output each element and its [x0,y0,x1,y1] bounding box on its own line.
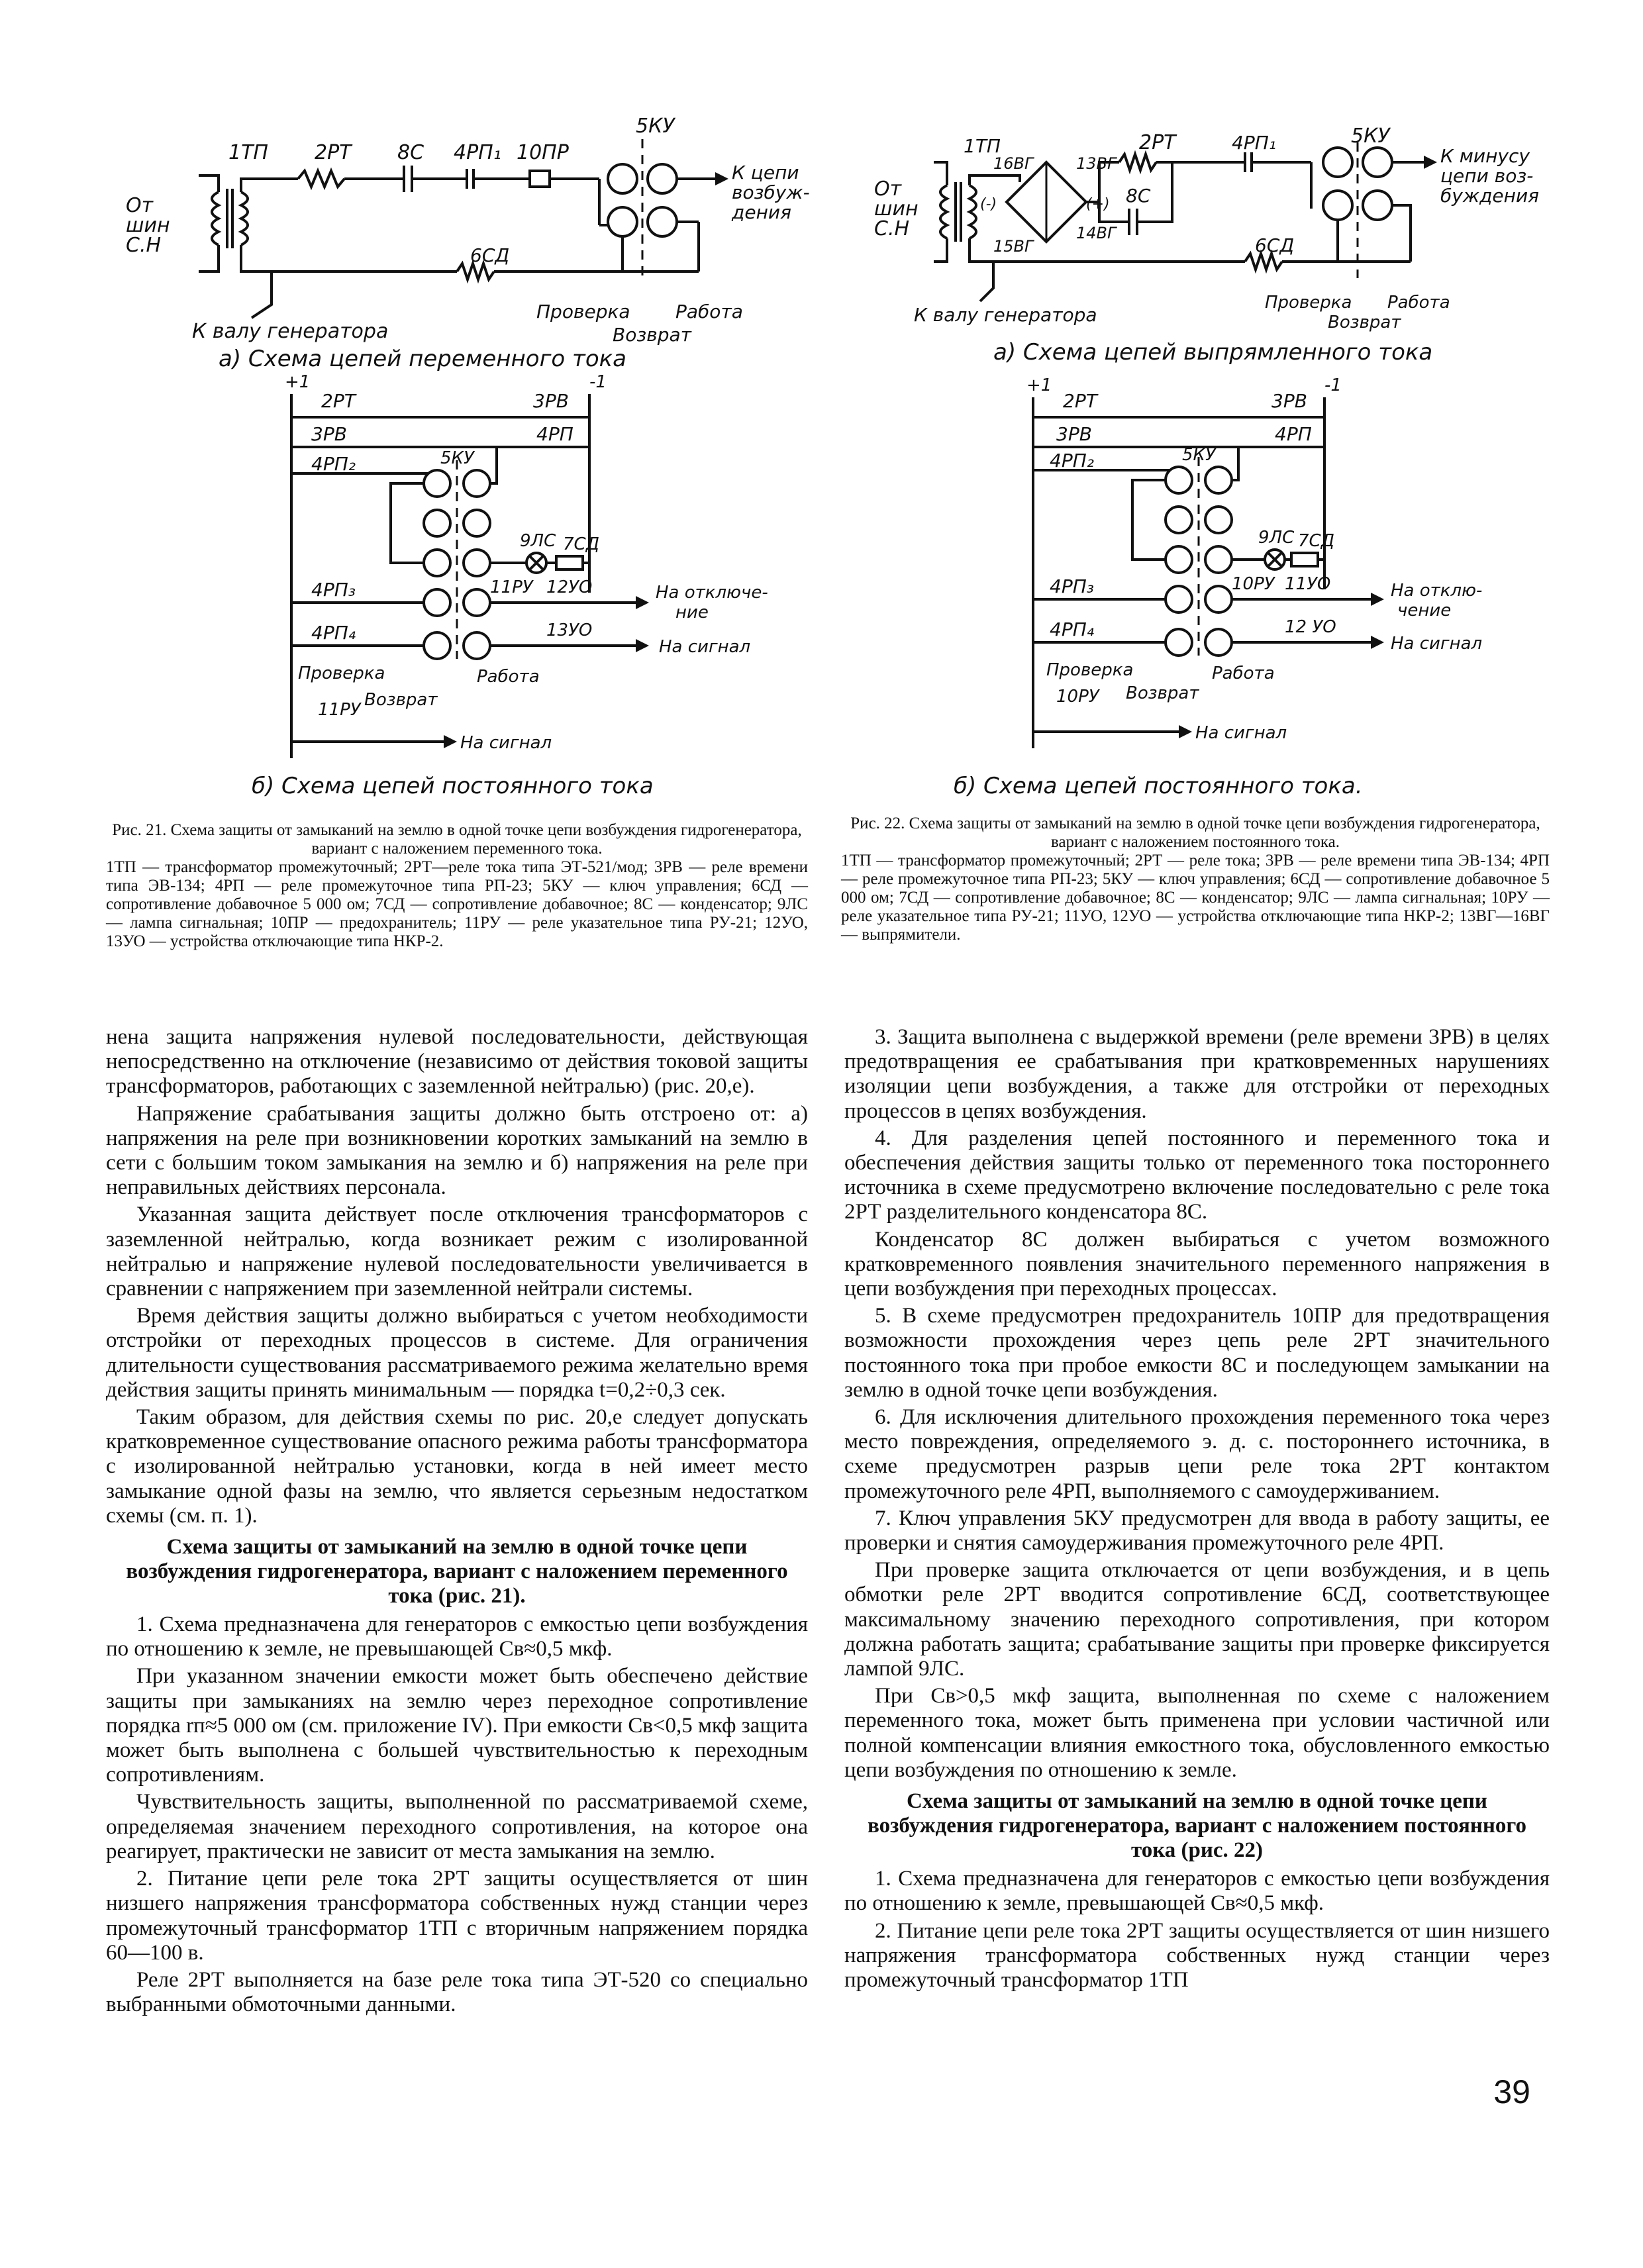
label-10pr: 10ПР [517,141,569,164]
label-to: дения [732,201,791,223]
fig21-caption [106,821,808,951]
label-plus: +1 [285,372,311,392]
right-column [844,1025,1550,1995]
label-9ls: 9ЛС [520,531,556,551]
label-9ls: 9ЛС [1258,528,1295,548]
label-14vg: 14ВГ [1076,224,1117,242]
fig21-caption-title: Рис. 21. Схема защиты от замыканий на землю в одной точке цепи возбуждения гидрогенератора, вариант с наложением переменного тока. [112,821,802,858]
paragraph: 6. Для исключения длительного прохождения переменного тока через место повреждения, определяемого э. д. с. постороннего источника, в схеме предусмотрен разрыв цепи реле тока 2РТ контактом промежуточного реле 4РП, выполняемого с самоудерживанием. [844,1405,1550,1503]
label-signal: На сигнал [1391,634,1483,654]
label-from: С.Н [874,217,910,240]
label-5ku: 5КУ [440,448,474,468]
label-4rp2: 4РП₂ [311,453,356,475]
label-4rp3: 4РП₃ [311,579,356,601]
label-4rp1: 4РП₁ [1232,132,1276,154]
label-3rv: 3РВ [1271,390,1307,412]
label-trip: чение [1397,601,1452,620]
label-4rp1: 4РП₁ [454,141,501,164]
paragraph: Реле 2РТ выполняется на базе реле тока типа ЭТ-520 со специально выбранными обмоточными данными. [106,1967,808,2017]
label-13vg: 13ВГ [1076,154,1117,173]
label-return: Возврат [613,324,691,346]
label-return: Возврат [364,690,438,710]
label-12uo: 12УО [546,577,593,597]
paragraph: 2. Питание цепи реле тока 2РТ защиты осуществляется от шин низшего напряжения трансформатора собственных нужд станции через промежуточный трансформатор 1ТП с вторичным напряжением порядка 60—100 в. [106,1867,808,1965]
paragraph: Чувствительность защиты, выполненной по рассматриваемой схеме, определяемая значением переходного сопротивления, на которое она реагирует, практически не зависит от места замыкания на землю. [106,1790,808,1863]
label-7sd: 7СД [563,534,600,554]
label-trip: На отключе- [656,583,768,603]
label-check: Проверка [1046,660,1134,680]
section-heading: Схема защиты от замыканий на землю в одной точке цепи возбуждения гидрогенератора, вариант с наложением переменного тока (рис. 21). [126,1535,788,1608]
section-heading: Схема защиты от замыканий на землю в одной точке цепи возбуждения гидрогенератора, вариант с наложением постоянного тока (рис. 22) [867,1789,1527,1863]
paragraph: 3. Защита выполнена с выдержкой времени (реле времени 3РВ) в целях предотвращения ее срабатывания при кратковременных нарушениях изоляции цепи возбуждения, а также для отстройки от переходных процессов в цепях возбуждения. [844,1025,1550,1123]
label-5ku: 5КУ [1351,124,1390,148]
label-8c: 8С [1126,185,1151,207]
label-shaft: К валу генератора [192,320,389,343]
fig22-rect-title-text: а) Схема цепей выпрямленного тока [993,339,1433,366]
label-7sd: 7СД [1298,531,1335,551]
label-16vg: 16ВГ [993,154,1034,173]
paragraph: При Cв>0,5 мкф защита, выполненная по схеме с наложением переменного тока, может быть применена при условии частичной или полной компенсации влияния емкостного тока, обусловленного емкостью цепи возбуждения по отношению к земле. [844,1684,1550,1782]
label-2rt: 2РТ [1139,131,1176,154]
paragraph: 2. Питание цепи реле тока 2РТ защиты осуществляется от шин низшего напряжения трансформатора собственных нужд станции через промежуточный трансформатор 1ТП [844,1918,1550,1992]
fig22-caption-legend: 1ТП — трансформатор промежуточный; 2РТ — реле тока; 3РВ — реле времени типа ЭВ-134; 4РП — реле промежуточное типа РП-23; 5КУ — ключ управления; 6СД — сопротивление добавочное 5 000 ом; 7СД — сопротивление добавочное; 8С — конденсатор; 9ЛС — лампа сигнальная; 10РУ — реле указательное типа РУ-21; 11УО, 12УО — устройства отключающие типа НКР-2; 13ВГ—16ВГ — выпрямители. [841,852,1550,944]
label-2rt: 2РТ [321,390,356,412]
fig22-dc-title [954,768,1483,801]
fig22-dc-diagram [1020,371,1543,755]
label-check: Проверка [536,301,630,322]
label-shaft: К валу генератора [914,304,1097,326]
label-trip: ние [675,603,709,622]
label-13uo: 13УО [546,620,593,640]
label-from: шин [874,197,919,221]
label-6sd: 6СД [470,244,510,266]
label-work: Работа [1387,293,1450,313]
label-4rp2: 4РП₂ [1050,450,1094,471]
page-number: 39 [1493,2073,1530,2110]
paragraph: Указанная защита действует после отключения трансформаторов с заземленной нейтралью, когда возникает режим с изолированной нейтралью и напряжение нулевой последовательности увеличивается в сравнении с напряжением при заземленной нейтрали системы. [106,1203,808,1301]
label-to: К цепи [732,162,799,183]
paragraph: 4. Для разделения цепей постоянного и переменного тока и обеспечения действия защиты только от переменного тока постороннего источника в схеме предусмотрено включение последовательно с реле тока 2РТ разделительного конденсатора 8С. [844,1126,1550,1224]
label-6sd: 6СД [1255,234,1295,256]
fig22-caption [841,814,1550,944]
label-trip: На отклю- [1391,581,1483,601]
paragraph: Конденсатор 8С должен выбираться с учетом возможного кратковременного появления значительного переменного напряжения в цепи возбуждения при переходных процессах. [844,1227,1550,1301]
label-4rp3: 4РП₃ [1050,575,1094,597]
label-from: шин [126,214,170,237]
label-15vg: 15ВГ [993,237,1034,256]
label-return: Возврат [1328,313,1401,332]
label-work: Работа [477,667,540,687]
label-check: Проверка [1265,293,1352,313]
label-to: цепи воз- [1440,165,1534,187]
paragraph: Напряжение срабатывания защиты должно быть отстроено от: а) напряжения на реле при возникновении коротких замыканий на землю в сети с большим током замыкания на землю и б) напряжения на реле при неправильных действиях персонала. [106,1101,808,1200]
label-12uo: 12 УО [1285,617,1336,637]
label-10ru: 10РУ [1056,687,1099,707]
label-8c: 8С [397,141,424,164]
label-signal: На сигнал [659,637,751,657]
label-4rp: 4РП [1275,423,1312,445]
label-from: С.Н [126,234,162,257]
fig21-ac-title-text: а) Схема цепей переменного тока [219,346,627,372]
fig22-rect-diagram [848,123,1550,361]
label-minus: -1 [589,372,607,392]
label-10ru: 10РУ [1232,574,1275,594]
paragraph: нена защита напряжения нулевой последовательности, действующая непосредственно на отключение (независимо от действия токовой защиты трансформаторов, работающих с заземленной нейтралью) (рис. 20,е). [106,1025,808,1099]
fig22-rect-title [993,334,1523,368]
fig22-dc-title-text: б) Схема цепей постоянного тока. [954,773,1363,799]
label-1tp: 1ТП [964,135,1001,157]
label-4rp4: 4РП₄ [1050,618,1094,640]
fig21-dc-title-text: б) Схема цепей постоянного тока [252,773,654,799]
label-3rv: 3РВ [311,423,347,445]
paragraph: 1. Схема предназначена для генераторов с емкостью цепи возбуждения по отношению к земле, превышающей Cв≈0,5 мкф. [844,1867,1550,1916]
label-11uo: 11УО [1285,574,1331,594]
left-column [106,1025,808,2020]
label-work: Работа [675,301,743,322]
label-5ku: 5КУ [636,115,675,138]
label-plus: +1 [1026,375,1052,395]
label-signal: На сигнал [1195,723,1287,743]
label-2rt: 2РТ [1063,390,1097,412]
paragraph: Таким образом, для действия схемы по рис. 20,е следует допускать кратковременное существование опасного режима работы трансформатора с изолированной нейтралью установки, когда в ней имеет место замыкание одной фазы на землю, что является серьезным недостатком схемы (см. п. 1). [106,1405,808,1528]
label-3rv: 3РВ [1056,423,1092,445]
paragraph: 5. В схеме предусмотрен предохранитель 10ПР для предотвращения возможности прохождения через цепь реле 2РТ значительного постоянного тока при пробое емкости 8С и последующем замыкании на землю в одной точке цепи возбуждения. [844,1304,1550,1402]
label-signal: На сигнал [460,733,552,753]
label-5ku: 5КУ [1182,445,1216,465]
fig21-dc-diagram [278,368,801,765]
fig21-dc-title [252,768,781,801]
paragraph: При указанном значении емкости может быть обеспечено действие защиты при замыканиях на землю через переходное сопротивление порядка rп≈5 000 ом (см. приложение IV). При емкости Cв<0,5 мкф защита может быть выполнена с большей чувствительностью к переходным сопротивлениям. [106,1664,808,1787]
label-1tp: 1ТП [228,141,268,164]
label-11ru: 11РУ [490,577,533,597]
paragraph: 1. Схема предназначена для генераторов с емкостью цепи возбуждения по отношению к земле, не превышающей Cв≈0,5 мкф. [106,1612,808,1661]
label-from: От [126,194,154,217]
label-11ru: 11РУ [318,700,361,720]
paragraph: Время действия защиты должно выбираться с учетом необходимости отстройки от переходных процессов в системе. Для ограничения длительности существования рассматриваемого режима желательно время действия защиты принять минимальным — порядка t=0,2÷0,3 сек. [106,1304,808,1402]
label-return: Возврат [1126,683,1199,703]
fig21-ac-diagram [99,113,810,364]
label-minus: (-) [980,196,997,213]
label-4rp: 4РП [536,423,573,445]
fig22-caption-title: Рис. 22. Схема защиты от замыканий на землю в одной точке цепи возбуждения гидрогенератора, вариант с наложением постоянного тока. [850,814,1540,851]
label-to: К минусу [1440,145,1530,167]
paragraph: При проверке защита отключается от цепи возбуждения, и в цепь обмотки реле 2РТ вводится сопротивление 6СД, соответствующее максимальному значению переходного сопротивления, при котором должна работать защита; срабатывание защиты при проверке фиксируется лампой 9ЛС. [844,1558,1550,1681]
label-4rp4: 4РП₄ [311,622,356,644]
label-3rv: 3РВ [533,390,569,412]
fig21-caption-legend: 1ТП — трансформатор промежуточный; 2РТ—реле тока типа ЭТ-521/мод; 3РВ — реле времени типа ЭВ-134; 4РП — реле промежуточное типа РП-23; 5КУ — ключ управления; 6СД — сопротивление добавочное 5 000 ом; 7СД — сопротивление добавочное; 8С — конденсатор; 9ЛС — лампа сигнальная; 10ПР — предохранитель; 11РУ — реле указательное типа РУ-21; 12УО, 13УО — устройства отключающие типа НКР-2. [106,858,808,950]
label-plus: (+) [1086,196,1110,213]
label-work: Работа [1212,664,1275,683]
paragraph: 7. Ключ управления 5КУ предусмотрен для ввода в работу защиты, ее проверки и снятия самоудерживания промежуточного реле 4РП. [844,1506,1550,1555]
label-2rt: 2РТ [315,141,352,164]
label-from: От [874,177,902,201]
label-to: возбуж- [732,181,810,203]
label-to: буждения [1440,185,1539,207]
label-check: Проверка [298,664,385,683]
label-minus: -1 [1324,375,1342,395]
